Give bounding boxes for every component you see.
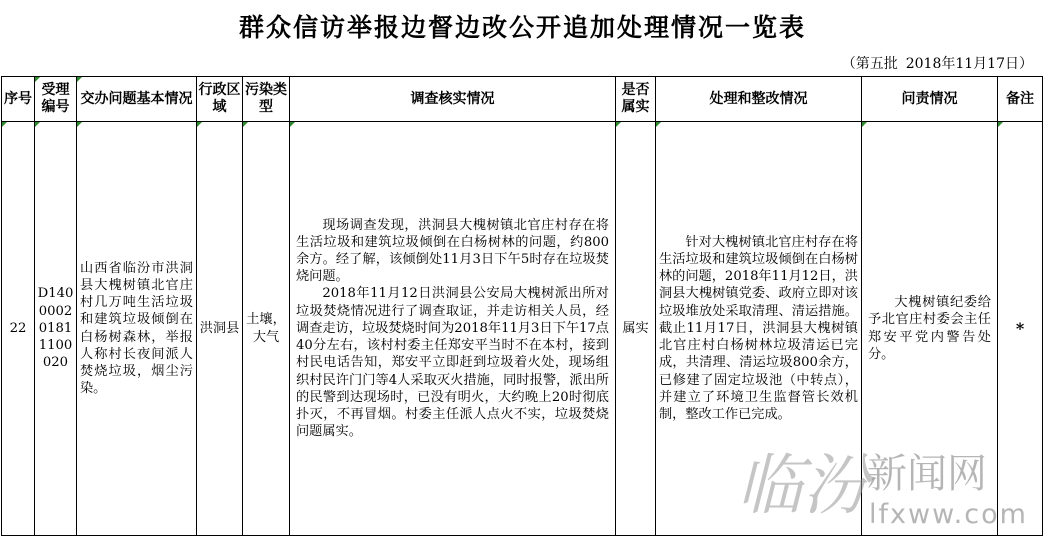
header-remark: 备注 xyxy=(998,77,1043,122)
cell-remark: * xyxy=(998,122,1043,536)
header-row xyxy=(2,77,1043,122)
header-handling: 处理和整改情况 xyxy=(656,77,862,122)
handling-paragraph: 针对大槐树镇北官庄村存在将生活垃圾和建筑垃圾倾倒在白杨树林的问题，2018年11月12日，洪洞县大槐树镇党委、政府立即对该垃圾堆放处采取清理、清运措施。截止11月17日，洪洞县大槐树镇北官庄村白杨树林垃圾清运已完成，共清理、清运垃圾800余方，已修建了固定垃圾池（中转点），并建立了环境卫生监督管长效机制，整改工作已完成。 xyxy=(659,234,858,422)
cell-issue: 山西省临汾市洪洞县大槐树镇北官庄村几万吨生活垃圾和建筑垃圾倾倒在白杨树森林，举报人称村长夜间派人焚烧垃圾，烟尘污染。 xyxy=(77,122,197,536)
cell-verified: 属实 xyxy=(616,122,656,536)
header-investigation: 调查核实情况 xyxy=(290,77,616,122)
cell-accountability xyxy=(862,122,998,536)
cell-pollution: 土壤，大气 xyxy=(243,122,290,536)
header-issue: 交办问题基本情况 xyxy=(77,77,197,122)
watermark-url: lfxww.com xyxy=(869,499,1028,530)
header-pollution: 污染类型 xyxy=(243,77,290,122)
batch-date-line xyxy=(834,52,1033,74)
investigation-paragraph-2: 2018年11月12日洪洞县公安局大槐树派出所对垃圾焚烧情况进行了调查取证，并走访相关人员，经调查走访，垃圾焚烧时间为2018年11月3日下午17点40分左右，该村村委主任郑安平当时不在本村，接到村民电话告知，郑安平立即赶到垃圾着火处，现场组织村民许门门等4人采取灭火措施，同时报警，派出所的民警到达现场时，已没有明火，大约晚上20时彻底扑灭，不再冒烟。村委主任派人点火不实，垃圾焚烧问题属实。 xyxy=(296,286,609,440)
cell-region: 洪洞县 xyxy=(197,122,243,536)
header-region: 行政区域 xyxy=(197,77,243,122)
watermark-site-name: 新闻网 xyxy=(867,451,987,497)
page-title: 群众信访举报边督边改公开追加处理情况一览表 xyxy=(238,13,806,42)
batch-label: （第五批 xyxy=(841,56,898,72)
cell-investigation xyxy=(290,122,616,536)
investigation-paragraph-1: 现场调查发现，洪洞县大槐树镇北官庄村存在将生活垃圾和建筑垃圾倾倒在白杨树林的问题，约800余方。经了解，该倾倒处11月3日下午5时存在垃圾焚烧问题。 xyxy=(296,217,609,285)
report-table xyxy=(1,76,1043,536)
header-verified: 是否属实 xyxy=(616,77,656,122)
header-code: 受理编号 xyxy=(35,77,77,122)
accountability-paragraph: 大槐树镇纪委给予北官庄村委会主任郑安平党内警告处分。 xyxy=(868,295,991,362)
cell-seq: 22 xyxy=(2,122,35,536)
watermark-glyph: 临汾 xyxy=(737,447,869,524)
table-row xyxy=(2,122,1043,536)
header-accountability: 问责情况 xyxy=(862,77,998,122)
report-date: 2018年11月17日） xyxy=(905,56,1033,72)
cell-handling xyxy=(656,122,862,536)
header-seq: 序号 xyxy=(2,77,35,122)
cell-code: D140000201811100020 xyxy=(35,122,77,536)
